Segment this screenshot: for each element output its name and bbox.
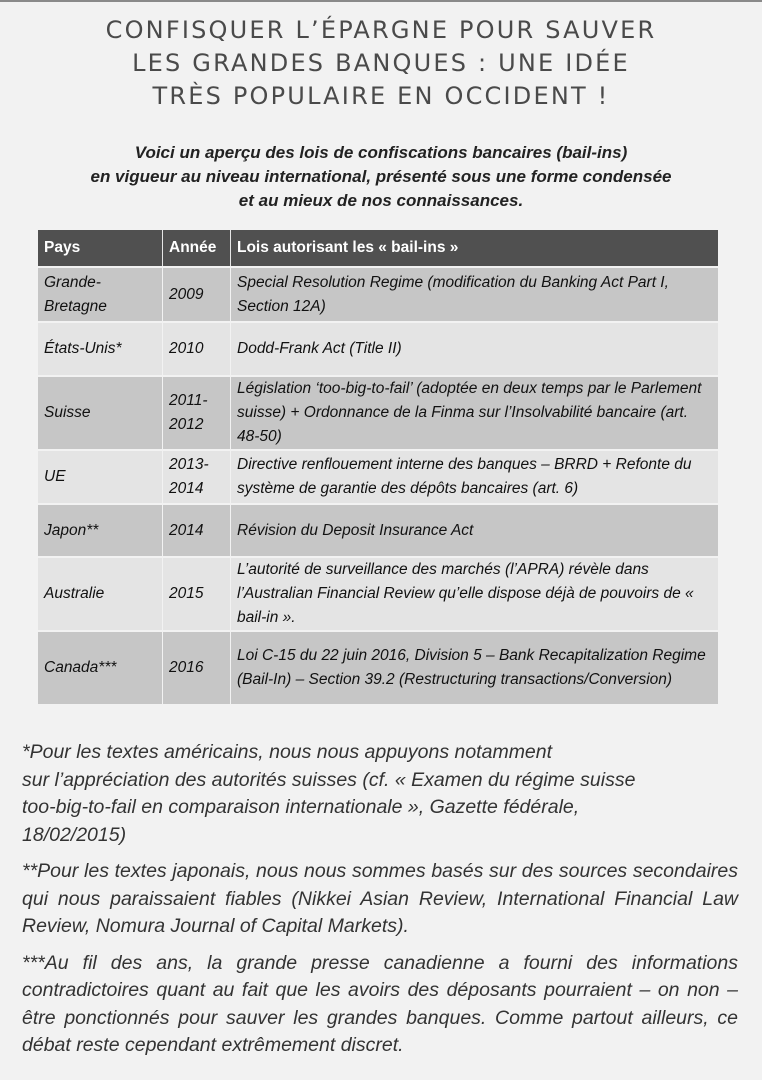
footnote-line: too-big-to-fail en comparaison internationale », Gazette fédérale, — [22, 796, 580, 818]
cell-year: 2016 — [163, 631, 231, 704]
footnote-line: sur l’appréciation des autorités suisses (cf. « Examen du régime suisse — [22, 768, 636, 791]
cell-law: Loi C-15 du 22 juin 2016, Division 5 – Bank Recapitalization Regime (Bail-In) – Section 39.2 (Restructuring transactions/Conversion) — [231, 631, 719, 704]
cell-country: Japon** — [38, 504, 163, 557]
footnote-line: 18/02/2015) — [22, 823, 127, 846]
table-row — [38, 557, 718, 631]
cell-country: Canada*** — [38, 631, 163, 704]
bail-in-laws-table — [38, 230, 718, 704]
cell-law: L’autorité de surveillance des marchés (l’APRA) révèle dans l’Australian Financial Review qu’elle dispose déjà de pouvoirs de « bail-in ». — [231, 557, 719, 631]
header-country: Pays — [38, 230, 163, 267]
footnotes — [22, 739, 738, 1069]
cell-law: Révision du Deposit Insurance Act — [231, 504, 719, 557]
cell-country: UE — [38, 450, 163, 504]
footnote-line: *Pour les textes américains, nous nous appuyons notamment — [22, 741, 553, 763]
table-row — [38, 631, 718, 704]
intro-line: et au mieux de nos connaissances. — [238, 191, 524, 210]
cell-law: Directive renflouement interne des banques – BRRD + Refonte du système de garantie des dépôts bancaires (art. 6) — [231, 450, 719, 504]
cell-country: Australie — [38, 557, 163, 631]
cell-law: Législation ‘too-big-to-fail’ (adoptée en deux temps par le Parlement suisse) + Ordonnance de la Finma sur l’Insolvabilité bancaire (art. 48-50) — [231, 376, 719, 450]
cell-year: 2014 — [163, 504, 231, 557]
cell-year: 2009 — [163, 267, 231, 322]
cell-year: 2011-2012 — [163, 376, 231, 450]
header-law: Lois autorisant les « bail-ins » — [231, 230, 719, 267]
title-line: CONFISQUER L’ÉPARGNE POUR SAUVER — [105, 16, 657, 44]
cell-law: Special Resolution Regime (modification du Banking Act Part I, Section 12A) — [231, 267, 719, 322]
cell-country: États-Unis* — [38, 322, 163, 376]
table-row — [38, 267, 718, 322]
cell-year: 2015 — [163, 557, 231, 631]
intro-paragraph — [0, 141, 762, 213]
intro-line: en vigueur au niveau international, présenté sous une forme condensée — [90, 167, 672, 186]
footnote-canada: ***Au fil des ans, la grande presse canadienne a fourni des informations contradictoires quant au fait que les avoirs des déposants pourraient – on non – être ponctionnés pour sauver les grandes banques. Comme partout ailleurs, ce débat reste cependant extrêmement discret. — [22, 951, 738, 1056]
footnote-japan: **Pour les textes japonais, nous nous sommes basés sur des sources secondaires qui nous paraissaient fiables (Nikkei Asian Review, International Financial Law Review, Nomura Journal of Capital Markets). — [22, 860, 738, 937]
cell-year: 2010 — [163, 322, 231, 376]
footnote-us — [22, 739, 738, 849]
title-line: TRÈS POPULAIRE EN OCCIDENT ! — [152, 82, 610, 110]
table-row — [38, 322, 718, 376]
table-header-row — [38, 230, 718, 267]
page-title — [0, 14, 762, 113]
cell-year: 2013-2014 — [163, 450, 231, 504]
table-row — [38, 504, 718, 557]
header-year: Année — [163, 230, 231, 267]
title-line: LES GRANDES BANQUES : UNE IDÉE — [132, 49, 630, 77]
cell-law: Dodd-Frank Act (Title II) — [231, 322, 719, 376]
table-row — [38, 376, 718, 450]
intro-line: Voici un aperçu des lois de confiscations bancaires (bail-ins) — [134, 143, 628, 162]
cell-country: Suisse — [38, 376, 163, 450]
table-row — [38, 450, 718, 504]
cell-country: Grande-Bretagne — [38, 267, 163, 322]
